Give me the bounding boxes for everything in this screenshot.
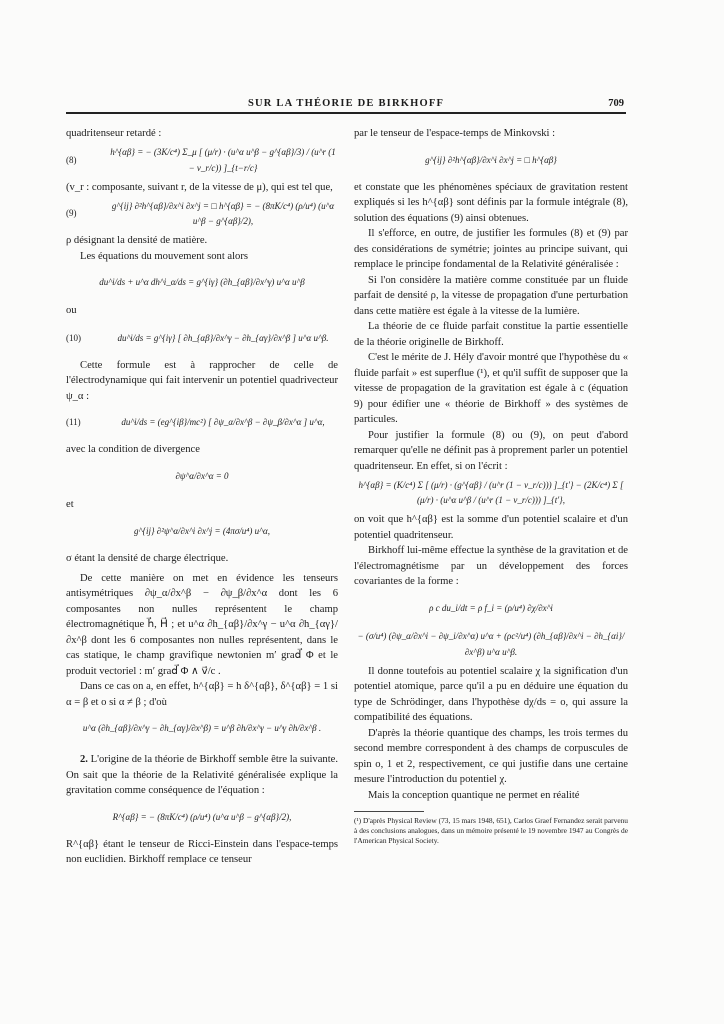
equation-split [354, 476, 628, 510]
paragraph: Dans ce cas on a, en effet, h^{αβ} = h δ^{αβ}, δ^{αβ} = 1 si α = β et o si α ≠ β ; d'où [66, 681, 338, 708]
paragraph: avec la condition de divergence [66, 444, 200, 455]
equation-body: ρ c du_i/dt = ρ f_i = (ρ/u⁴) ∂χ/∂x^i [429, 602, 553, 613]
equation-body: g^{ij} ∂²ψ^α/∂x^i ∂x^j = (4πσ/u⁴) u^α, [134, 526, 270, 537]
paragraph: R^{αβ} étant le tenseur de Ricci-Einstein dans l'espace-temps non euclidien. Birkhoff remplace ce tenseur [66, 838, 338, 865]
paragraph: La théorie de ce fluide parfait constitue la partie essentielle de la théorie originelle de Birkhoff. [354, 321, 628, 348]
equation-body: g^{ij} ∂²h^{αβ}/∂x^i ∂x^j = □ h^{αβ} = − (8πK/c⁴) (ρ/u⁴) (u^α u^β − g^{αβ}/2), [111, 200, 335, 226]
equation-number: (8) [66, 154, 77, 165]
equation-body: h^{αβ} = − (3K/c⁴) Σ_μ [ (μ/r) · (u^α u^β − g^{αβ}/3) / (u^r (1 − v_r/c)) ]_{t−r/c} [110, 147, 336, 173]
conjunction-ou: ou [66, 305, 77, 316]
paragraph: et constate que les phénomènes spéciaux de gravitation restent expliqués si les h^{αβ} sont définis par la formule intégrale (8), solution des équations (9) ainsi obtenues. [354, 181, 628, 224]
equation-number: (11) [66, 417, 81, 428]
paragraph: Birkhoff lui-même effectue la synthèse de la gravitation et de l'électromagnétisme par un développement des forces covariantes de la forme : [354, 545, 628, 587]
equation-9 [66, 197, 338, 231]
paragraph: (v_r : composante, suivant r, de la vitesse de μ), qui est tel que, [66, 181, 333, 193]
equation-8 [66, 144, 338, 178]
equation-effet [66, 712, 338, 746]
paragraph: on voit que h^{αβ} est la somme d'un potentiel scalaire et d'un potentiel quadritenseur. [354, 514, 628, 541]
equation-body: − (σ/u⁴) (∂ψ_α/∂x^i − ∂ψ_i/∂x^α) u^α + (ρc²/u⁴) (∂h_{αβ}/∂x^i − ∂h_{αi}/∂x^β) u^α u^β. [357, 631, 625, 657]
left-column [66, 126, 338, 868]
equation-body: R^{αβ} = − (8πK/c⁴) (ρ/u⁴) (u^α u^β − g^{αβ}/2), [112, 811, 292, 822]
equation-force-2 [354, 628, 628, 662]
equation-minkovski [354, 144, 628, 178]
equation-number: (10) [66, 332, 81, 343]
paragraph: Il s'efforce, en outre, de justifier les formules (8) et (9) par des considérations de symétrie; jointes au principe suivant, qui remplace le principe fondamental de la Relativité généralisée : [354, 228, 628, 270]
paragraph: Pour justifier la formule (8) ou (9), on peut d'abord remarquer qu'elle ne définit pas à proprement parler un potentiel quadritenseur. En effet, si on l'écrit : [354, 429, 628, 472]
paragraph: par le tenseur de l'espace-temps de Minkovski : [354, 128, 556, 139]
right-column [354, 126, 628, 846]
equation-10 [66, 322, 338, 356]
paragraph: C'est le mérite de J. Hély d'avoir montré que l'hypothèse du « fluide parfait » est superflue (¹), et qu'il suffit de supposer que la vitesse de propagation de la gravitation est égale à c (équation 9) pour édifier une « théorie de Birkhoff » des systèmes de particules. [354, 352, 628, 425]
equation-force-1 [354, 592, 628, 626]
equation-body: g^{ij} ∂²h^{αβ}/∂x^i ∂x^j = □ h^{αβ} [425, 154, 557, 165]
equation-body: h^{αβ} = (K/c⁴) Σ [ (μ/r) · (g^{αβ} / (u^r (1 − v_r/c))) ]_{t'} − (2K/c⁴) Σ [ (μ/r) · (u^α u^β / (u^r (1 − v_r/c))) ]_{t'}, [358, 479, 624, 505]
equation-body: du^i/ds = g^{iγ} [ ∂h_{αβ}/∂x^γ − ∂h_{αγ}/∂x^β ] u^α u^β. [117, 332, 329, 343]
equation-body: ∂ψ^α/∂x^α = 0 [175, 470, 229, 481]
equation-body: u^α (∂h_{αβ}/∂x^γ − ∂h_{αγ}/∂x^β) = u^β ∂h/∂x^γ − u^γ ∂h/∂x^β . [82, 723, 322, 734]
paragraph: De cette manière on met en évidence les tenseurs antisymétriques ∂ψ_α/∂x^β − ∂ψ_β/∂x^α dont les 6 composantes non nulles représentent le champ électromagnétique h⃗, H⃗ ; et u^α ∂h_{αβ}/∂x^γ − u^α ∂h_{αγ}/∂x^β dont les 6 composantes non nulles représentent, dans le cas statique, le champ gravifique newtonien m′ grad⃗ Φ et le produit vectoriel : m′ grad⃗ Φ ∧ v⃗/c . [66, 572, 338, 677]
equation-body: du^i/ds = (eg^{iβ}/mc²) [ ∂ψ_α/∂x^β − ∂ψ_β/∂x^α ] u^α, [121, 417, 325, 428]
footnote-divider [354, 811, 424, 812]
equation-ricci [66, 801, 338, 835]
section-text: L'origine de la théorie de Birkhoff semble être la suivante. On sait que la théorie de la Relativité généralisée explique la gravitation comme conséquence de l'équation : [66, 754, 338, 796]
page-number: 709 [608, 98, 624, 109]
equation-11 [66, 406, 338, 440]
paragraph: Cette formule est à rapprocher de celle de l'électrodynamique qui fait intervenir un potentiel quadrivecteur ψ_α : [66, 359, 338, 402]
paragraph: quadritenseur retardé : [66, 128, 162, 139]
page-header [66, 98, 626, 114]
paragraph: Les équations du mouvement sont alors [80, 250, 248, 262]
equation-motion [66, 266, 338, 300]
section-number: 2. [80, 754, 88, 765]
paragraph: Si l'on considère la matière comme constituée par un fluide parfait de densité ρ, la vitesse de propagation d'une perturbation dans cette matière est égale à la vitesse de la lumière. [354, 274, 628, 317]
equation-wave [66, 515, 338, 549]
footnote: (¹) D'après Physical Review (73, 15 mars 1948, 651), Carlos Graef Fernandez serait parvenu à des conclusions analogues, dans un mémoire présenté le 19 novembre 1947 au Congrès de l'American Physical Society. [354, 816, 628, 845]
equation-body: du^i/ds + u^α dh^i_α/ds = g^{iγ} (∂h_{αβ}/∂x^γ) u^α u^β [99, 277, 305, 288]
paragraph: D'après la théorie quantique des champs, les trois termes du second membre correspondent à des champs de corpuscules de spin o, 1 et 2, respectivement, ce qui justifie dans une certaine mesure l'introduction du potentiel χ. [354, 727, 628, 785]
conjunction-et: et [66, 498, 74, 510]
section-2-paragraph [66, 752, 338, 799]
equation-divergence [66, 460, 338, 494]
equation-number: (9) [66, 208, 77, 219]
running-title: SUR LA THÉORIE DE BIRKHOFF [247, 98, 445, 109]
paragraph: Mais la conception quantique ne permet en réalité [368, 789, 580, 801]
paragraph: ρ désignant la densité de matière. [66, 235, 208, 246]
paragraph: σ étant la densité de charge électrique. [66, 553, 229, 564]
paragraph: Il donne toutefois au potentiel scalaire χ la signification d'un potentiel atomique, parce qu'il a pu en déduire une équation du type de Schrödinger, dans l'hypothèse dχ/ds = o, qui assure la compatibilité des équations. [354, 665, 628, 723]
